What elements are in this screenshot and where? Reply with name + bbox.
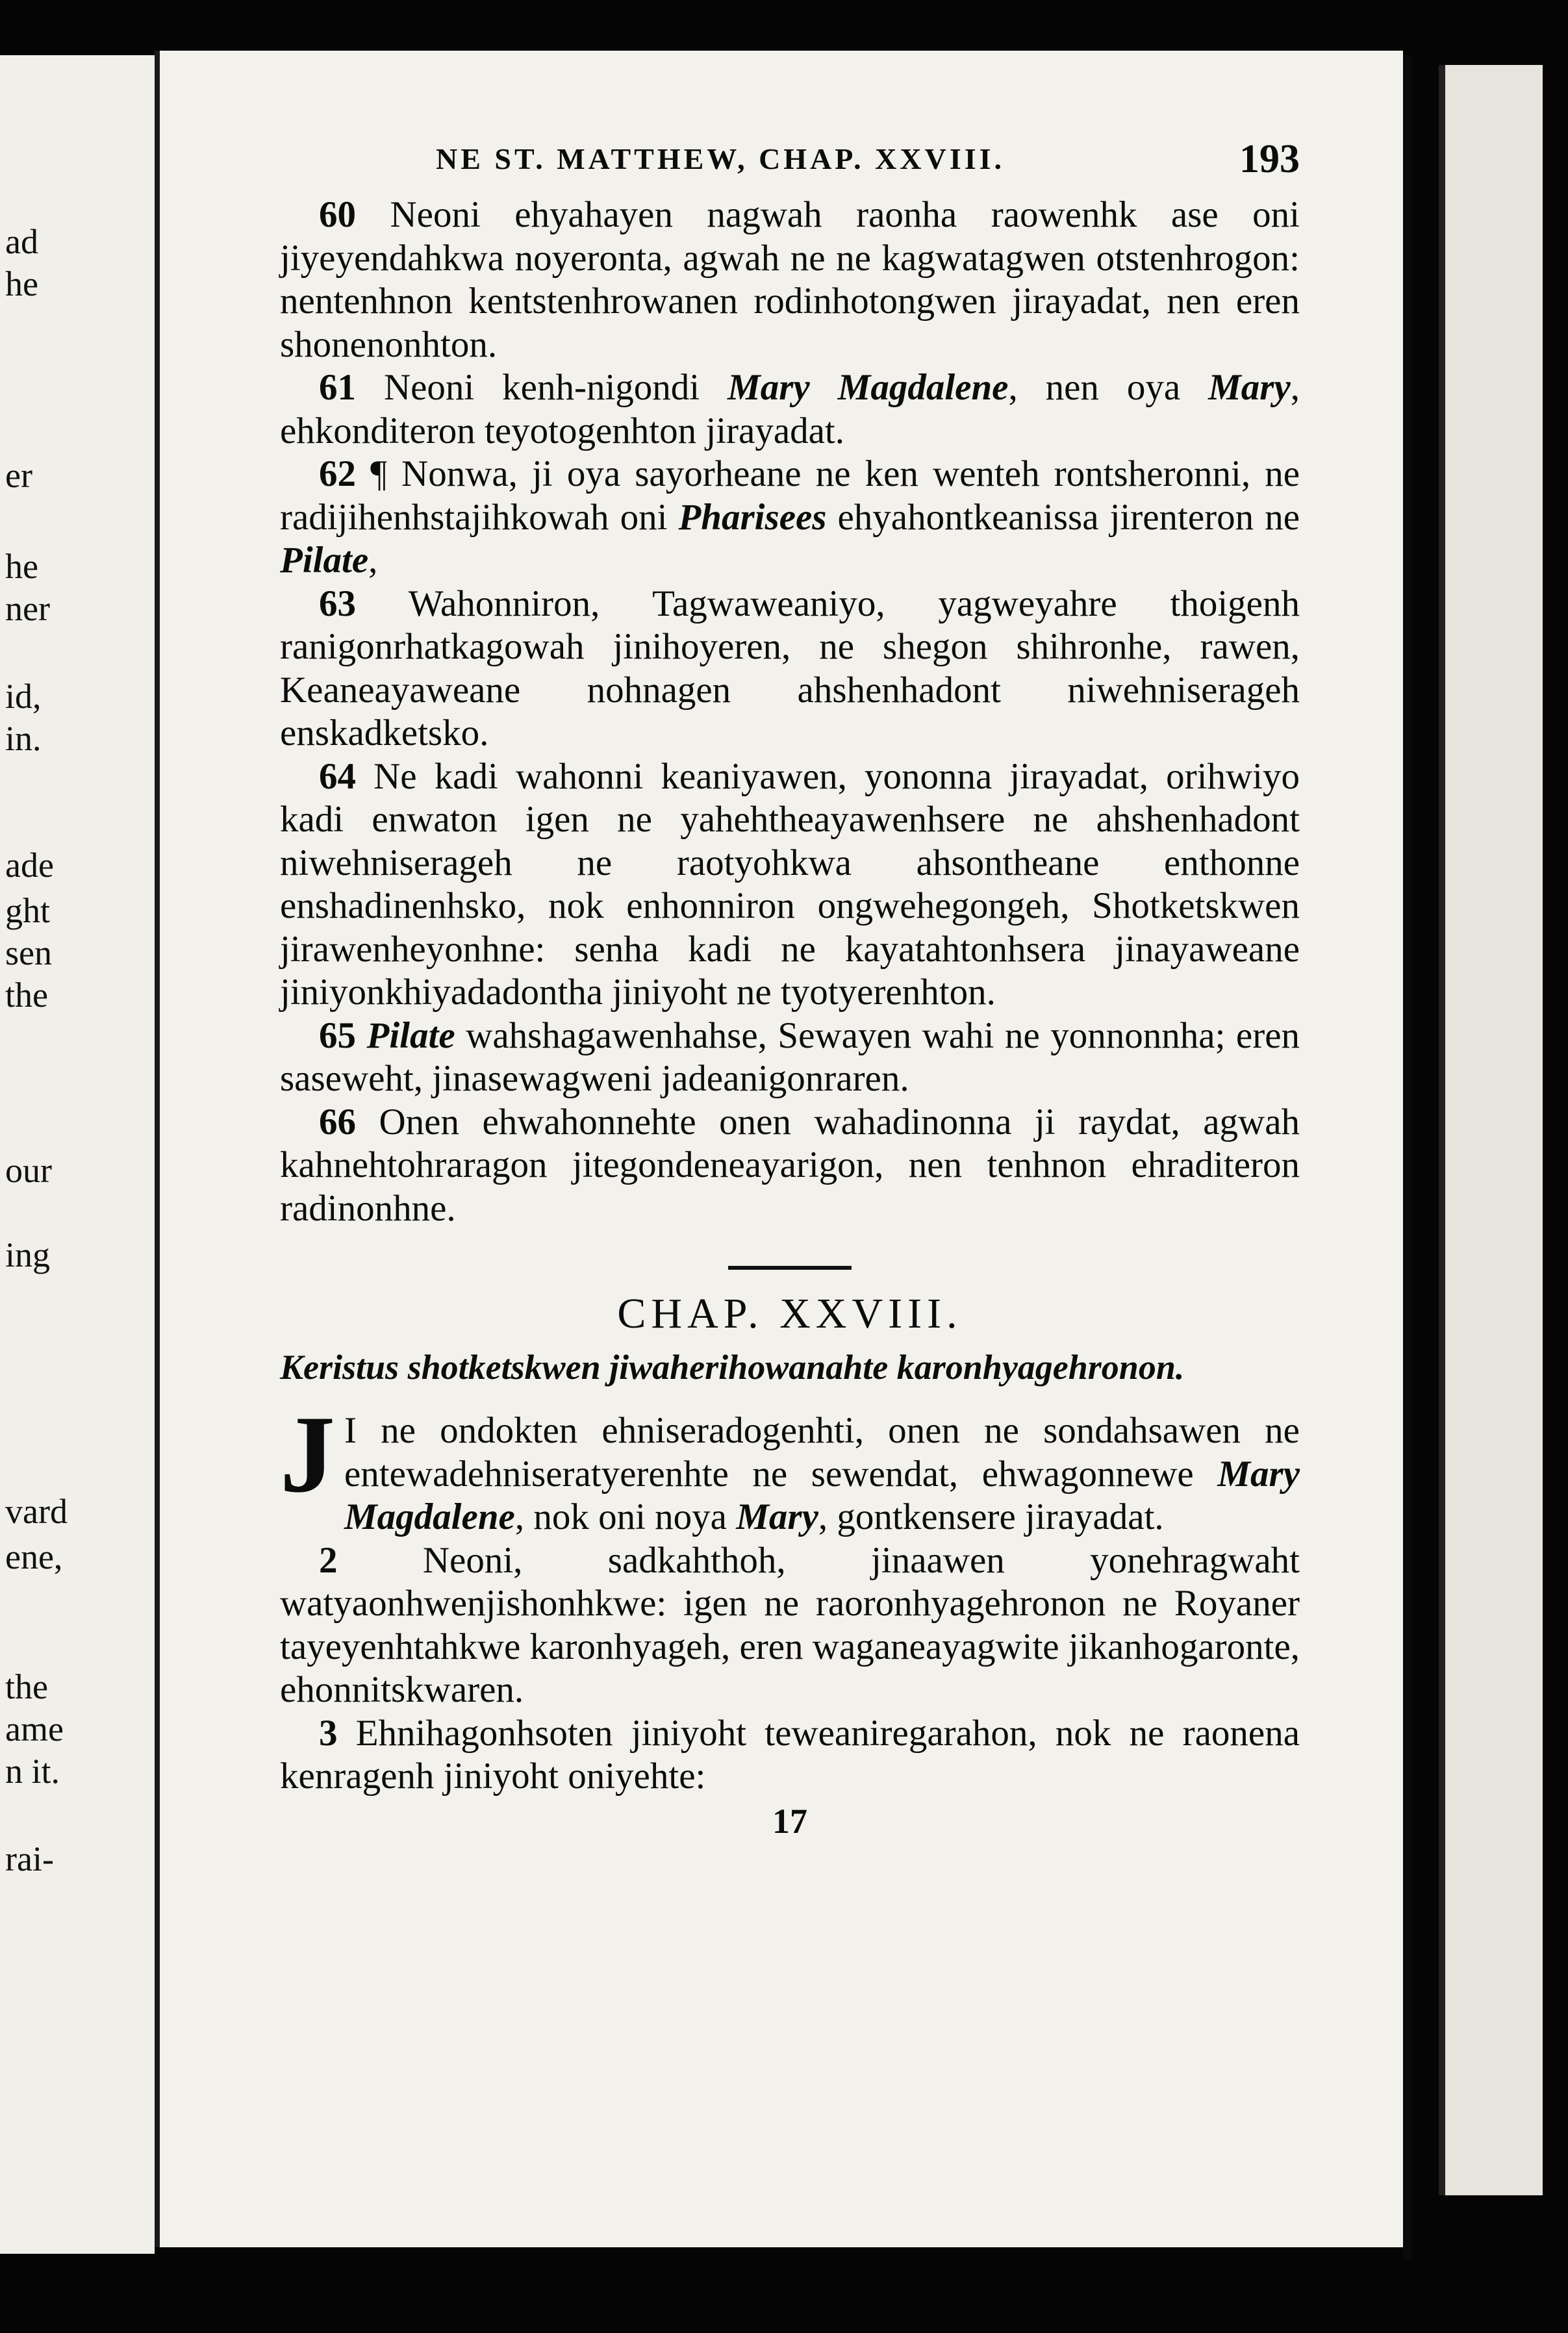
facing-text: in.	[5, 719, 42, 758]
facing-text: ene,	[5, 1537, 63, 1576]
verse-text: Wahonniron, Tagwaweaniyo, yagweyahre thoigenh ranigonrhatkagowah jinihoyeren, ne shegon shihronhe, rawen, Keaneayaweane nohnagen ahshenhadont niwehniserageh enskadketsko.	[280, 583, 1300, 753]
page-number: 193	[1239, 137, 1300, 181]
verse-text: Nonwa, ji oya sayorheane ne ken wenteh rontsheronni, ne radijihenhstajihkowah oni	[280, 453, 1300, 538]
verse-number: 63	[319, 583, 356, 624]
proper-name: Pilate	[366, 1015, 455, 1056]
section-divider	[728, 1266, 852, 1270]
facing-text: ad	[5, 222, 38, 261]
chapter-summary: Keristus shotketskwen jiwaherihowanahte karonhyagehronon.	[280, 1348, 1185, 1387]
chapter-heading: CHAP. XXVIII.	[617, 1290, 963, 1337]
proper-name: Pilate	[280, 540, 369, 581]
verse-text: ehyahontkeanissa jirenteron ne	[826, 496, 1300, 538]
verse-text: Onen ehwahonnehte onen wahadinonna ji raydat, agwah kahnehtohraragon jitegondeneayarigon, nen tenhnon ehraditeron radinonhne.	[280, 1101, 1300, 1229]
verse	[280, 1015, 1300, 1101]
verse	[280, 1712, 1300, 1798]
facing-text: he	[5, 547, 38, 586]
verse-number: 62	[319, 453, 356, 494]
facing-text: ade	[5, 846, 54, 885]
proper-name: Mary Magdalene	[344, 1453, 1300, 1537]
running-head	[280, 135, 1300, 194]
page-content	[280, 135, 1300, 1841]
verse	[280, 583, 1300, 755]
proper-name: Pharisees	[678, 496, 827, 538]
facing-text: ame	[5, 1709, 64, 1748]
verse	[280, 453, 1300, 583]
verse-number: 3	[319, 1712, 338, 1754]
verse-text: , nen oya	[1008, 367, 1209, 408]
verse-text: , ehkonditeron teyotogenhton jirayadat.	[280, 367, 1300, 451]
facing-page-left	[0, 55, 155, 2254]
verse	[280, 366, 1300, 453]
verse-text: Neoni ehyahayen nagwah raonha raowenhk ase oni jiyeyendahkwa noyeronta, agwah ne ne kagwatagwen otstenhrogon: nentenhnon kentstenhrowanen rodinhotongwen jirayadat, nen eren shonenonhton.	[280, 194, 1300, 365]
chapter-28-verses	[280, 1393, 1300, 1798]
facing-text: id,	[5, 677, 42, 716]
facing-text: rai-	[5, 1839, 54, 1878]
page-stack-edge	[1439, 65, 1543, 2195]
verse	[280, 1539, 1300, 1712]
verse-number: 64	[319, 755, 356, 797]
facing-text: the	[5, 976, 48, 1015]
verse-text: I ne ondokten ehniseradogenhti, onen ne sondahsawen ne entewadehniseratyerenhte ne sewendat, ehwagonnewe	[344, 1410, 1300, 1494]
verse-text: Ne kadi wahonni keaniyawen, yononna jirayadat, orihwiyo kadi enwaton igen ne yahehtheayawenhsere ne ahshenhadont niwehniserageh ne raotyohkwa ahsontheane enthonne enshadinenhsko, nok enhonniron ongwehegongeh, Shotketskwen jirawenheyonhne: senha kadi ne kayatahtonhsera jinayaweane jiniyonkhiyadadontha jiniyoht ne tyotyerenhton.	[280, 755, 1300, 1013]
verse-number: 2	[319, 1539, 338, 1581]
verse	[280, 755, 1300, 1015]
facing-text: er	[5, 456, 32, 495]
facing-text: he	[5, 264, 38, 303]
verse	[280, 1393, 1300, 1539]
verse-number: 60	[319, 194, 356, 235]
book-page	[155, 51, 1403, 2247]
facing-text: ing	[5, 1235, 51, 1274]
verse	[280, 194, 1300, 366]
running-head-title: NE ST. MATTHEW, CHAP. XXVIII.	[436, 142, 1005, 175]
signature-mark: 17	[772, 1801, 807, 1841]
verse-text: Ehnihagonhsoten jiniyoht teweaniregarahon, nok ne raonena kenragenh jiniyoht oniyehte:	[280, 1712, 1300, 1797]
chapter-27-verses	[280, 194, 1300, 1230]
proper-name: Mary Magdalene	[727, 367, 1009, 408]
verse-text: , nok oni noya	[514, 1496, 737, 1537]
verse-number: 66	[319, 1101, 356, 1142]
verse-number: 65	[319, 1015, 356, 1056]
facing-text: ght	[5, 891, 51, 930]
verse-text: ,	[368, 540, 378, 581]
verse-text: Neoni, sadkahthoh, jinaawen yonehragwaht watyaonhwenjishonhkwe: igen ne raoronhyagehronon ne Royaner tayeyenhtahkwe karonhyageh, eren waganeayagwite jikanhogaronte, ehonnitskwaren.	[280, 1539, 1300, 1710]
facing-text: n it.	[5, 1752, 60, 1791]
pilcrow-mark: ¶	[370, 453, 387, 494]
verse-text: , gontkensere jirayadat.	[818, 1496, 1164, 1537]
verse-text: wahshagawenhahse, Sewayen wahi ne yonnonnha; eren saseweht, jinasewagweni jadeanigonraren.	[280, 1015, 1300, 1099]
facing-text: the	[5, 1667, 48, 1706]
verse-text: Neoni kenh-nigondi	[383, 367, 728, 408]
facing-text: vard	[5, 1492, 68, 1531]
proper-name: Mary	[736, 1496, 818, 1537]
drop-cap: J	[280, 1393, 335, 1515]
page-edge	[1403, 55, 1412, 2260]
proper-name: Mary	[1208, 367, 1291, 408]
facing-text: our	[5, 1151, 52, 1190]
verse	[280, 1101, 1300, 1231]
facing-text: sen	[5, 933, 52, 972]
verse-number: 61	[319, 367, 356, 408]
facing-text: ner	[5, 589, 50, 628]
